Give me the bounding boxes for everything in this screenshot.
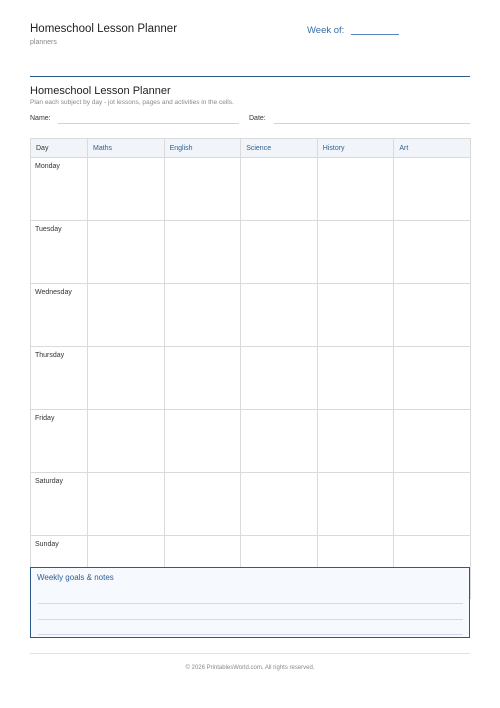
lesson-cell[interactable]	[88, 158, 165, 221]
lesson-cell[interactable]	[88, 410, 165, 473]
date-field[interactable]	[274, 123, 470, 124]
column-header-art: Art	[394, 139, 471, 158]
lesson-cell[interactable]	[88, 347, 165, 410]
header-title: Homeschool Lesson Planner	[30, 23, 178, 35]
column-header-english: English	[164, 139, 241, 158]
lesson-cell[interactable]	[317, 410, 394, 473]
notes-title: Weekly goals & notes	[37, 573, 114, 582]
lesson-cell[interactable]	[164, 284, 241, 347]
lesson-cell[interactable]	[394, 347, 471, 410]
name-label: Name:	[30, 115, 51, 122]
day-label: Wednesday	[31, 284, 88, 347]
lesson-cell[interactable]	[241, 284, 318, 347]
table-row	[31, 473, 471, 536]
lesson-cell[interactable]	[164, 473, 241, 536]
date-label: Date:	[249, 115, 266, 122]
table-row	[31, 284, 471, 347]
header-category: planners	[30, 39, 57, 46]
lesson-cell[interactable]	[317, 473, 394, 536]
lesson-cell[interactable]	[317, 347, 394, 410]
lesson-cell[interactable]	[317, 221, 394, 284]
lesson-cell[interactable]	[241, 410, 318, 473]
footer-copyright: © 2026 PrintablesWorld.com. All rights reserved.	[185, 665, 315, 671]
lesson-cell[interactable]	[394, 410, 471, 473]
header-divider	[30, 76, 470, 77]
lesson-cell[interactable]	[317, 284, 394, 347]
lesson-cell[interactable]	[241, 473, 318, 536]
day-label: Tuesday	[31, 221, 88, 284]
table-row	[31, 221, 471, 284]
footer-divider	[30, 653, 470, 654]
column-header-history: History	[317, 139, 394, 158]
lesson-cell[interactable]	[394, 221, 471, 284]
lesson-cell[interactable]	[88, 473, 165, 536]
table-row	[31, 347, 471, 410]
notes-line	[38, 603, 463, 604]
day-label: Saturday	[31, 473, 88, 536]
day-label: Thursday	[31, 347, 88, 410]
lesson-cell[interactable]	[394, 158, 471, 221]
lesson-cell[interactable]	[164, 158, 241, 221]
column-header-maths: Maths	[88, 139, 165, 158]
table-row	[31, 410, 471, 473]
lesson-cell[interactable]	[164, 221, 241, 284]
column-header-science: Science	[241, 139, 318, 158]
lesson-cell[interactable]	[164, 347, 241, 410]
lesson-cell[interactable]	[241, 221, 318, 284]
lesson-cell[interactable]	[88, 221, 165, 284]
grid-header-row	[31, 139, 471, 158]
notes-line	[38, 634, 463, 635]
day-label: Sunday	[31, 536, 88, 599]
lesson-cell[interactable]	[164, 410, 241, 473]
table-row	[31, 158, 471, 221]
name-field[interactable]	[58, 123, 239, 124]
lesson-cell[interactable]	[241, 158, 318, 221]
lesson-cell[interactable]	[394, 473, 471, 536]
weekly-notes-box[interactable]	[30, 567, 470, 638]
lesson-cell[interactable]	[241, 347, 318, 410]
sheet-title: Homeschool Lesson Planner	[30, 85, 171, 97]
week-of-label: Week of:	[307, 25, 345, 36]
lesson-cell[interactable]	[88, 284, 165, 347]
lesson-cell[interactable]	[394, 284, 471, 347]
week-of-field[interactable]	[351, 34, 399, 35]
notes-line	[38, 619, 463, 620]
day-label: Monday	[31, 158, 88, 221]
sheet-subtitle: Plan each subject by day - jot lessons, pages and activities in the cells.	[30, 99, 234, 106]
lesson-cell[interactable]	[317, 158, 394, 221]
lesson-grid	[30, 138, 471, 599]
day-label: Friday	[31, 410, 88, 473]
column-header-day: Day	[31, 139, 88, 158]
